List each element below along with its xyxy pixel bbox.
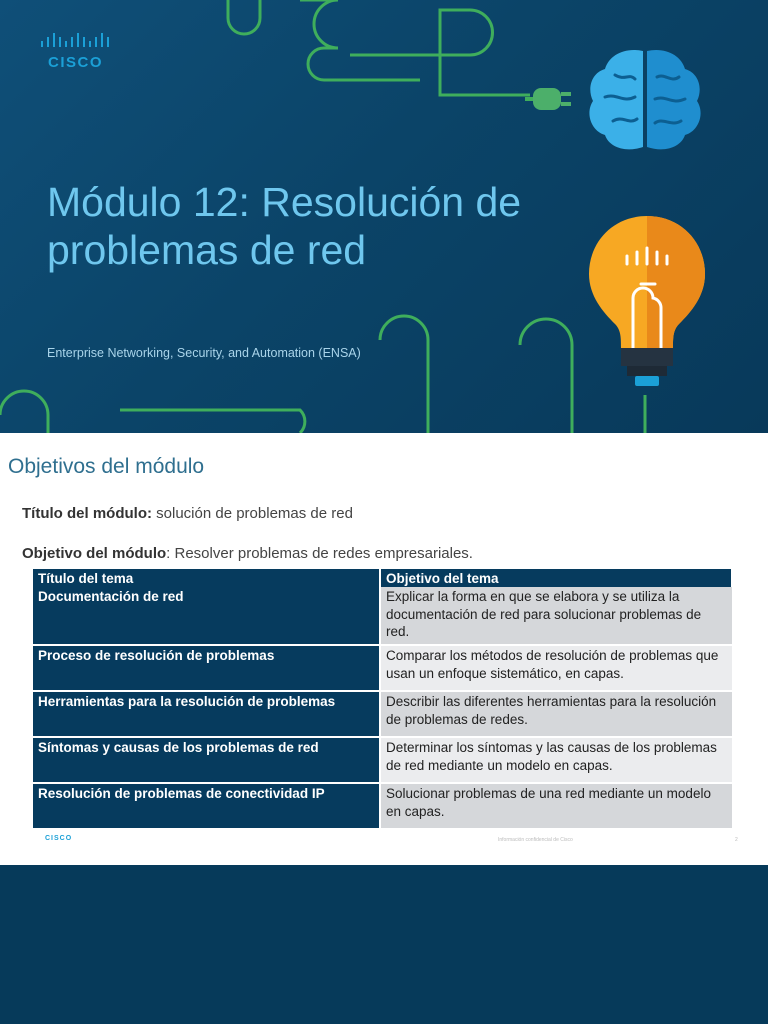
table-row [33,645,732,691]
topic-title-cell: Herramientas para la resolución de problemas [33,691,380,737]
header-topic-title: Título del tema [33,569,380,587]
slide-subtitle: Enterprise Networking, Security, and Automation (ENSA) [47,346,361,360]
module-objective-label: Objetivo del módulo [22,545,167,562]
table-row [33,783,732,829]
topic-objective-cell: Solucionar problemas de una red mediante un modelo en capas. [380,783,732,829]
module-title-line [22,505,353,522]
topic-objective-cell: Comparar los métodos de resolución de problemas que usan un enfoque sistemático, en capas. [380,645,732,691]
topic-title-cell: Resolución de problemas de conectividad IP [33,783,380,829]
module-title-value: solución de problemas de red [156,505,353,522]
objectives-slide [0,433,768,865]
table-header-row [33,569,732,587]
topic-title-cell: Documentación de red [33,587,380,645]
topic-objective-cell: Determinar los síntomas y las causas de los problemas de red mediante un modelo en capas. [380,737,732,783]
slide-title: Módulo 12: Resolución de problemas de red [47,179,522,273]
plug-icon [525,78,585,118]
title-slide [0,0,768,433]
cisco-logo-icon [40,32,112,72]
footer-cisco-logo: CISCO [45,835,73,842]
table-row [33,691,732,737]
table-row [33,737,732,783]
brain-icon [585,45,707,157]
table-row [33,587,732,645]
module-objective-line [22,545,473,562]
topic-title-cell: Proceso de resolución de problemas [33,645,380,691]
topics-table [33,569,733,830]
footer-page-number: 2 [735,837,738,843]
header-topic-objective: Objetivo del tema [380,569,732,587]
footer-confidential: Información confidencial de Cisco [498,837,573,843]
topic-objective-cell: Describir las diferentes herramientas para la resolución de problemas de redes. [380,691,732,737]
objectives-title: Objetivos del módulo [8,455,205,478]
cisco-logo-text: CISCO [48,54,104,71]
module-title-label: Título del módulo: [22,505,152,522]
module-objective-value: : Resolver problemas de redes empresariales. [166,545,473,562]
topic-objective-cell: Explicar la forma en que se elabora y se utiliza la documentación de red para solucionar problemas de red. [380,587,732,645]
topic-title-cell: Síntomas y causas de los problemas de red [33,737,380,783]
